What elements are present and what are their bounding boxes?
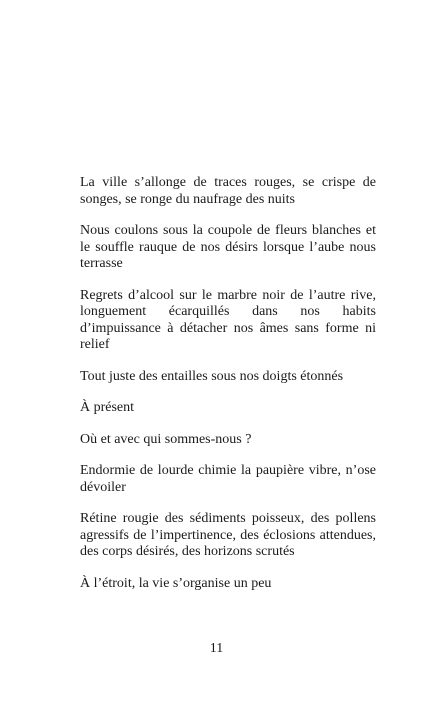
poem-paragraph-4: Tout juste des entailles sous nos doigts étonnés [80,368,344,384]
poem-paragraph-5: À présent [80,400,135,415]
poem-paragraph-2: Nous coulons sous la coupole de fleurs blanches et le souffle rauque de nos désirs lorsque l’aube nous terrasse [80,223,376,271]
poem-paragraph-6: Où et avec qui sommes-nous ? [80,431,252,447]
page-number: 11 [209,641,224,656]
poem-paragraph-8: Rétine rougie des sédiments poisseux, des pollens agressifs de l’impertinence, des éclosions attendues, des corps désirés, des horizons scrutés [80,511,376,559]
poem-text [80,175,376,607]
poem-paragraph-1: La ville s’allonge de traces rouges, se crispe de songes, se ronge du naufrage des nuits [80,175,376,207]
poem-paragraph-7: Endormie de lourde chimie la paupière vibre, n’ose dévoiler [80,463,376,495]
poem-paragraph-9: À l’étroit, la vie s’organise un peu [80,575,272,591]
poem-paragraph-3: Regrets d’alcool sur le marbre noir de l’autre rive, longuement écarquillés dans nos habits d’impuissance à détacher nos âmes sans forme ni relief [80,287,376,352]
